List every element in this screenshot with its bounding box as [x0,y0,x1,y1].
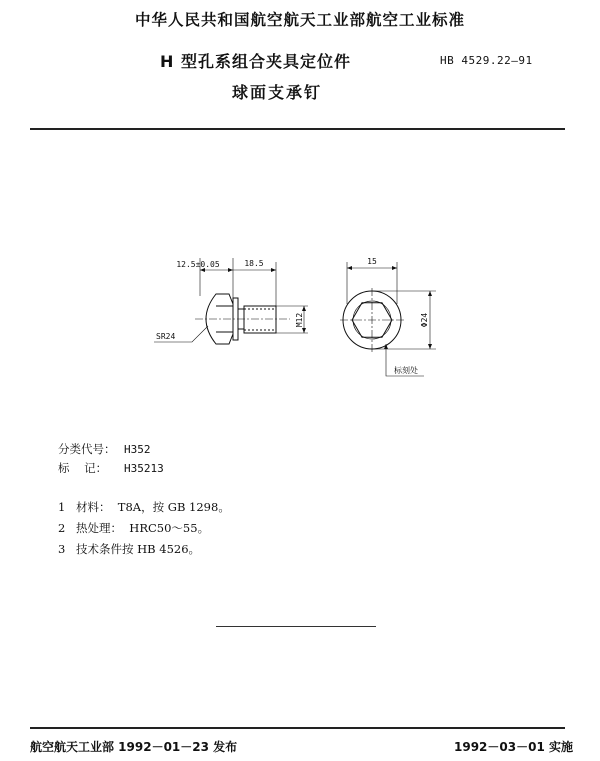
issuing-organization: 中华人民共和国航空航天工业部航空工业标准 [134,11,465,29]
note-text: 材料： T8A，按 GB 1298。 [76,500,230,514]
note-item [58,520,209,536]
note-item [58,499,230,515]
note-number: 2 [58,521,66,535]
footer-rule [30,727,565,729]
effective-date: 1992－03－01 实施 [454,740,573,754]
classification-value: H352 [124,443,151,456]
dim-head-length: 12.5±0.05 [176,260,220,269]
thread-outline [244,306,276,333]
note-text: 技术条件按 HB 4526。 [76,542,201,556]
dimension-arrow [428,291,432,296]
note-number: 3 [58,542,66,556]
dimension-arrow [392,266,397,270]
standard-title-line1: H 型孔系组合夹具定位件 [160,52,351,71]
mark-value: H35213 [124,462,164,475]
dimension-arrow [271,268,276,272]
classification-row [58,441,151,457]
dimension-arrow [228,268,233,272]
dimension-arrow [302,306,306,311]
issue-date: 航空航天工业部 1992－01－23 发布 [30,740,238,754]
marking-label: 标刻处 [394,366,418,375]
standard-number: HB 4529.22—91 [440,54,533,67]
note-text: 热处理： HRC50～55。 [76,521,210,535]
dimension-arrow [347,266,352,270]
note-item [58,541,200,557]
dimension-arrow [302,328,306,333]
classification-label: 分类代号： [58,442,116,456]
dim-hex-width: 15 [367,257,377,266]
mark-label: 标 记： [58,461,108,475]
dimension-arrow [428,344,432,349]
dim-sphere-radius: SR24 [156,332,176,341]
dim-flange-diameter: Φ24 [420,312,429,328]
dim-thread: M12 [295,312,304,328]
standard-title-line2: 球面支承钉 [232,83,323,102]
mark-row [58,460,164,476]
dim-length: 18.5 [244,259,264,268]
end-rule [216,626,376,627]
note-number: 1 [58,500,66,514]
